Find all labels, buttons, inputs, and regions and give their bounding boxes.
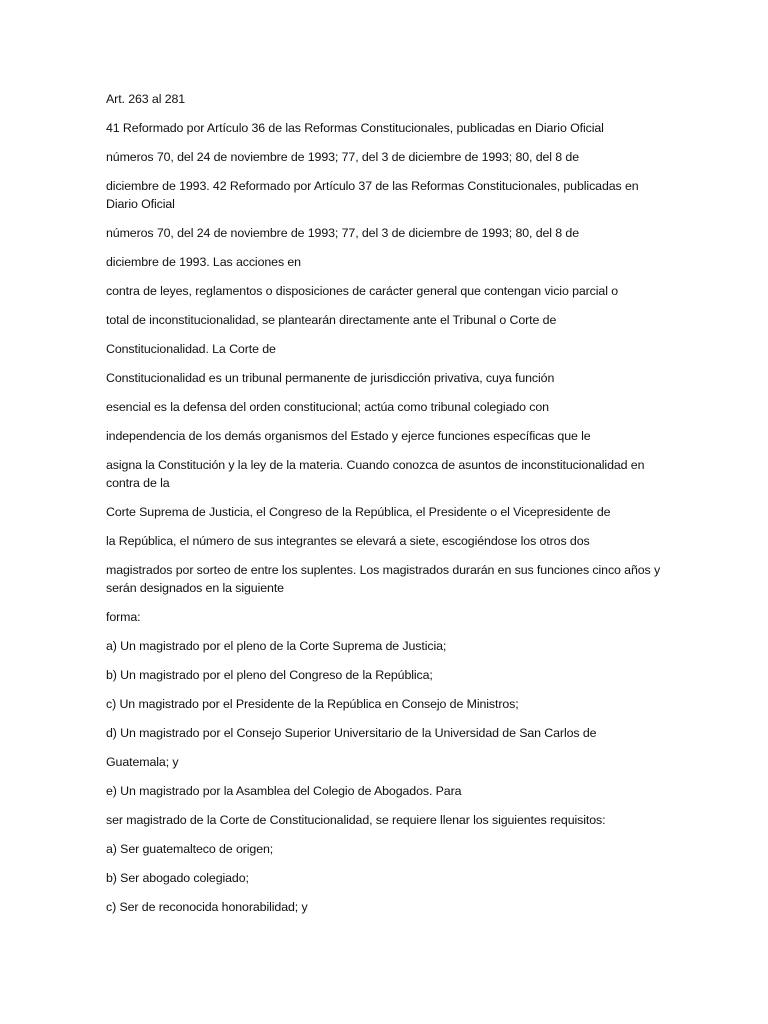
paragraph: diciembre de 1993. 42 Reformado por Artículo 37 de las Reformas Constitucionales, publicadas en Diario Oficial bbox=[106, 179, 639, 211]
paragraph: forma: bbox=[106, 610, 141, 624]
paragraph: 41 Reformado por Artículo 36 de las Reformas Constitucionales, publicadas en Diario Oficial bbox=[106, 121, 604, 135]
list-item: Guatemala; y bbox=[106, 755, 179, 769]
list-item: c) Ser de reconocida honorabilidad; y bbox=[106, 900, 308, 914]
paragraph: diciembre de 1993. Las acciones en bbox=[106, 255, 301, 269]
paragraph: Art. 263 al 281 bbox=[106, 92, 186, 106]
list-item: a) Un magistrado por el pleno de la Corte Suprema de Justicia; bbox=[106, 639, 447, 653]
list-item: e) Un magistrado por la Asamblea del Colegio de Abogados. Para bbox=[106, 784, 462, 798]
paragraph: Constitucionalidad es un tribunal permanente de jurisdicción privativa, cuya función bbox=[106, 371, 555, 385]
list-item: b) Ser abogado colegiado; bbox=[106, 871, 249, 885]
paragraph: Constitucionalidad. La Corte de bbox=[106, 342, 276, 356]
list-item: b) Un magistrado por el pleno del Congreso de la República; bbox=[106, 668, 433, 682]
paragraph: Corte Suprema de Justicia, el Congreso de la República, el Presidente o el Vicepresidente de bbox=[106, 505, 611, 519]
list-item: d) Un magistrado por el Consejo Superior Universitario de la Universidad de San Carlos de bbox=[106, 726, 597, 740]
paragraph: asigna la Constitución y la ley de la materia. Cuando conozca de asuntos de inconstitucionalidad en contra de la bbox=[106, 458, 645, 490]
document-body bbox=[106, 90, 666, 927]
paragraph: contra de leyes, reglamentos o disposiciones de carácter general que contengan vicio parcial o bbox=[106, 284, 619, 298]
paragraph: la República, el número de sus integrantes se elevará a siete, escogiéndose los otros dos bbox=[106, 534, 590, 548]
list-item: a) Ser guatemalteco de origen; bbox=[106, 842, 274, 856]
paragraph: independencia de los demás organismos del Estado y ejerce funciones específicas que le bbox=[106, 429, 591, 443]
paragraph: magistrados por sorteo de entre los suplentes. Los magistrados durarán en sus funciones cinco años y serán designados en la siguiente bbox=[106, 563, 661, 595]
paragraph: números 70, del 24 de noviembre de 1993; 77, del 3 de diciembre de 1993; 80, del 8 de bbox=[106, 150, 580, 164]
paragraph: total de inconstitucionalidad, se plantearán directamente ante el Tribunal o Corte de bbox=[106, 313, 557, 327]
list-item: c) Un magistrado por el Presidente de la República en Consejo de Ministros; bbox=[106, 697, 519, 711]
paragraph: números 70, del 24 de noviembre de 1993; 77, del 3 de diciembre de 1993; 80, del 8 de bbox=[106, 226, 580, 240]
paragraph: ser magistrado de la Corte de Constitucionalidad, se requiere llenar los siguientes requisitos: bbox=[106, 813, 606, 827]
paragraph: esencial es la defensa del orden constitucional; actúa como tribunal colegiado con bbox=[106, 400, 549, 414]
